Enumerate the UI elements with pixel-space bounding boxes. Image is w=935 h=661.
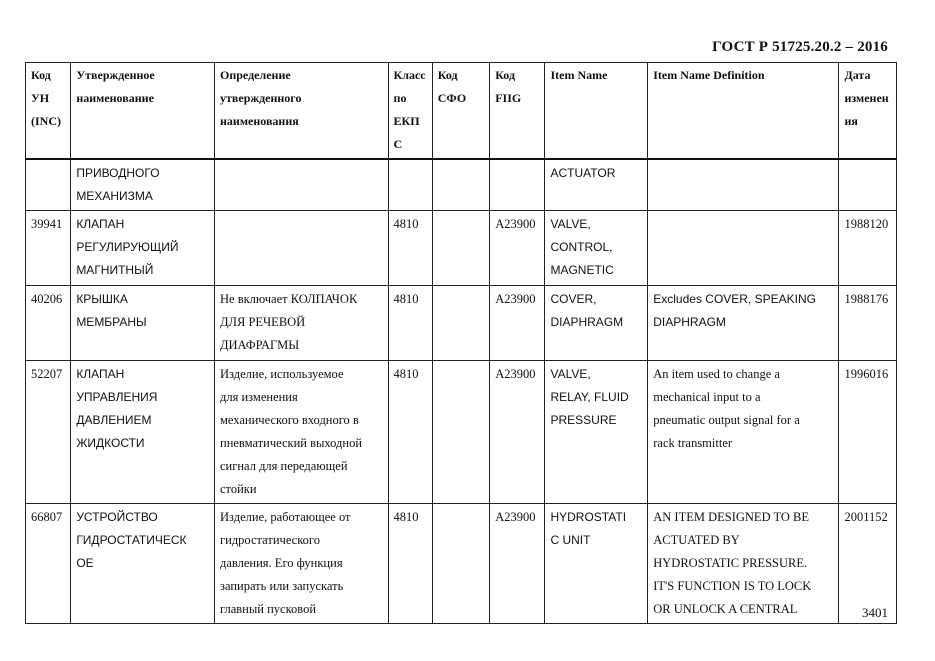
- cell-sfo: [432, 211, 489, 286]
- cell-name: ПРИВОДНОГО МЕХАНИЗМА: [71, 159, 215, 211]
- table-row: [26, 286, 897, 361]
- cell-definition: Не включает КОЛПАЧОК ДЛЯ РЕЧЕВОЙ ДИАФРАГМЫ: [215, 286, 389, 361]
- cell-item-def: Excludes COVER, SPEAKING DIAPHRAGM: [648, 286, 839, 361]
- header-item-name-definition: Item Name Definition: [648, 63, 839, 160]
- cell-item-def: AN ITEM DESIGNED TO BE ACTUATED BY HYDROSTATIC PRESSURE. IT'S FUNCTION IS TO LOCK OR UNLOCK A CENTRAL: [648, 504, 839, 624]
- cell-item-def: [648, 211, 839, 286]
- cell-date: 1988120: [839, 211, 897, 286]
- cell-date: [839, 159, 897, 211]
- cell-fiig: A23900: [490, 361, 545, 504]
- cell-definition: Изделие, используемое для изменения механического входного в пневматический выходной сигнал для передающей стойки: [215, 361, 389, 504]
- cell-item-name: COVER, DIAPHRAGM: [545, 286, 648, 361]
- header-approved-name: Утвержденное наименование: [71, 63, 215, 160]
- header-definition: Определение утвержденного наименования: [215, 63, 389, 160]
- cell-item-def: An item used to change a mechanical input to a pneumatic output signal for a rack transmitter: [648, 361, 839, 504]
- cell-code: 39941: [26, 211, 71, 286]
- header-class: Класс по ЕКПС: [388, 63, 432, 160]
- header-item-name: Item Name: [545, 63, 648, 160]
- cell-date: 1996016: [839, 361, 897, 504]
- cell-sfo: [432, 159, 489, 211]
- cell-code: 66807: [26, 504, 71, 624]
- cell-class: 4810: [388, 211, 432, 286]
- cell-fiig: [490, 159, 545, 211]
- table-row: [26, 211, 897, 286]
- cell-name: УСТРОЙСТВО ГИДРОСТАТИЧЕСК ОЕ: [71, 504, 215, 624]
- cell-fiig: A23900: [490, 211, 545, 286]
- cell-name: КЛАПАН УПРАВЛЕНИЯ ДАВЛЕНИЕМ ЖИДКОСТИ: [71, 361, 215, 504]
- cell-item-def: [648, 159, 839, 211]
- cell-code: 52207: [26, 361, 71, 504]
- header-fiig: Код FIIG: [490, 63, 545, 160]
- table-row: [26, 159, 897, 211]
- cell-fiig: A23900: [490, 504, 545, 624]
- cell-date: 2001152: [839, 504, 897, 624]
- cell-sfo: [432, 504, 489, 624]
- cell-date: 1988176: [839, 286, 897, 361]
- document-title: ГОСТ Р 51725.20.2 – 2016: [712, 39, 888, 55]
- cell-name: КРЫШКА МЕМБРАНЫ: [71, 286, 215, 361]
- cell-sfo: [432, 361, 489, 504]
- table-row: [26, 361, 897, 504]
- cell-item-name: HYDROSTATI C UNIT: [545, 504, 648, 624]
- header-code: Код УН (INC): [26, 63, 71, 160]
- cell-class: 4810: [388, 286, 432, 361]
- cell-definition: [215, 159, 389, 211]
- cell-name: КЛАПАН РЕГУЛИРУЮЩИЙ МАГНИТНЫЙ: [71, 211, 215, 286]
- cell-sfo: [432, 286, 489, 361]
- cell-item-name: ACTUATOR: [545, 159, 648, 211]
- page-number: 3401: [862, 605, 888, 620]
- cell-class: [388, 159, 432, 211]
- header-sfo: Код СФО: [432, 63, 489, 160]
- table-header-row: [26, 63, 897, 160]
- cell-item-name: VALVE, RELAY, FLUID PRESSURE: [545, 361, 648, 504]
- cell-class: 4810: [388, 504, 432, 624]
- cell-class: 4810: [388, 361, 432, 504]
- header-change-date: Дата изменен ия: [839, 63, 897, 160]
- table-row: [26, 504, 897, 624]
- cell-fiig: A23900: [490, 286, 545, 361]
- cell-definition: Изделие, работающее от гидростатического давления. Его функция запирать или запускать главный пусковой: [215, 504, 389, 624]
- catalog-table: [25, 62, 897, 624]
- cell-definition: [215, 211, 389, 286]
- cell-code: [26, 159, 71, 211]
- cell-item-name: VALVE, CONTROL, MAGNETIC: [545, 211, 648, 286]
- cell-code: 40206: [26, 286, 71, 361]
